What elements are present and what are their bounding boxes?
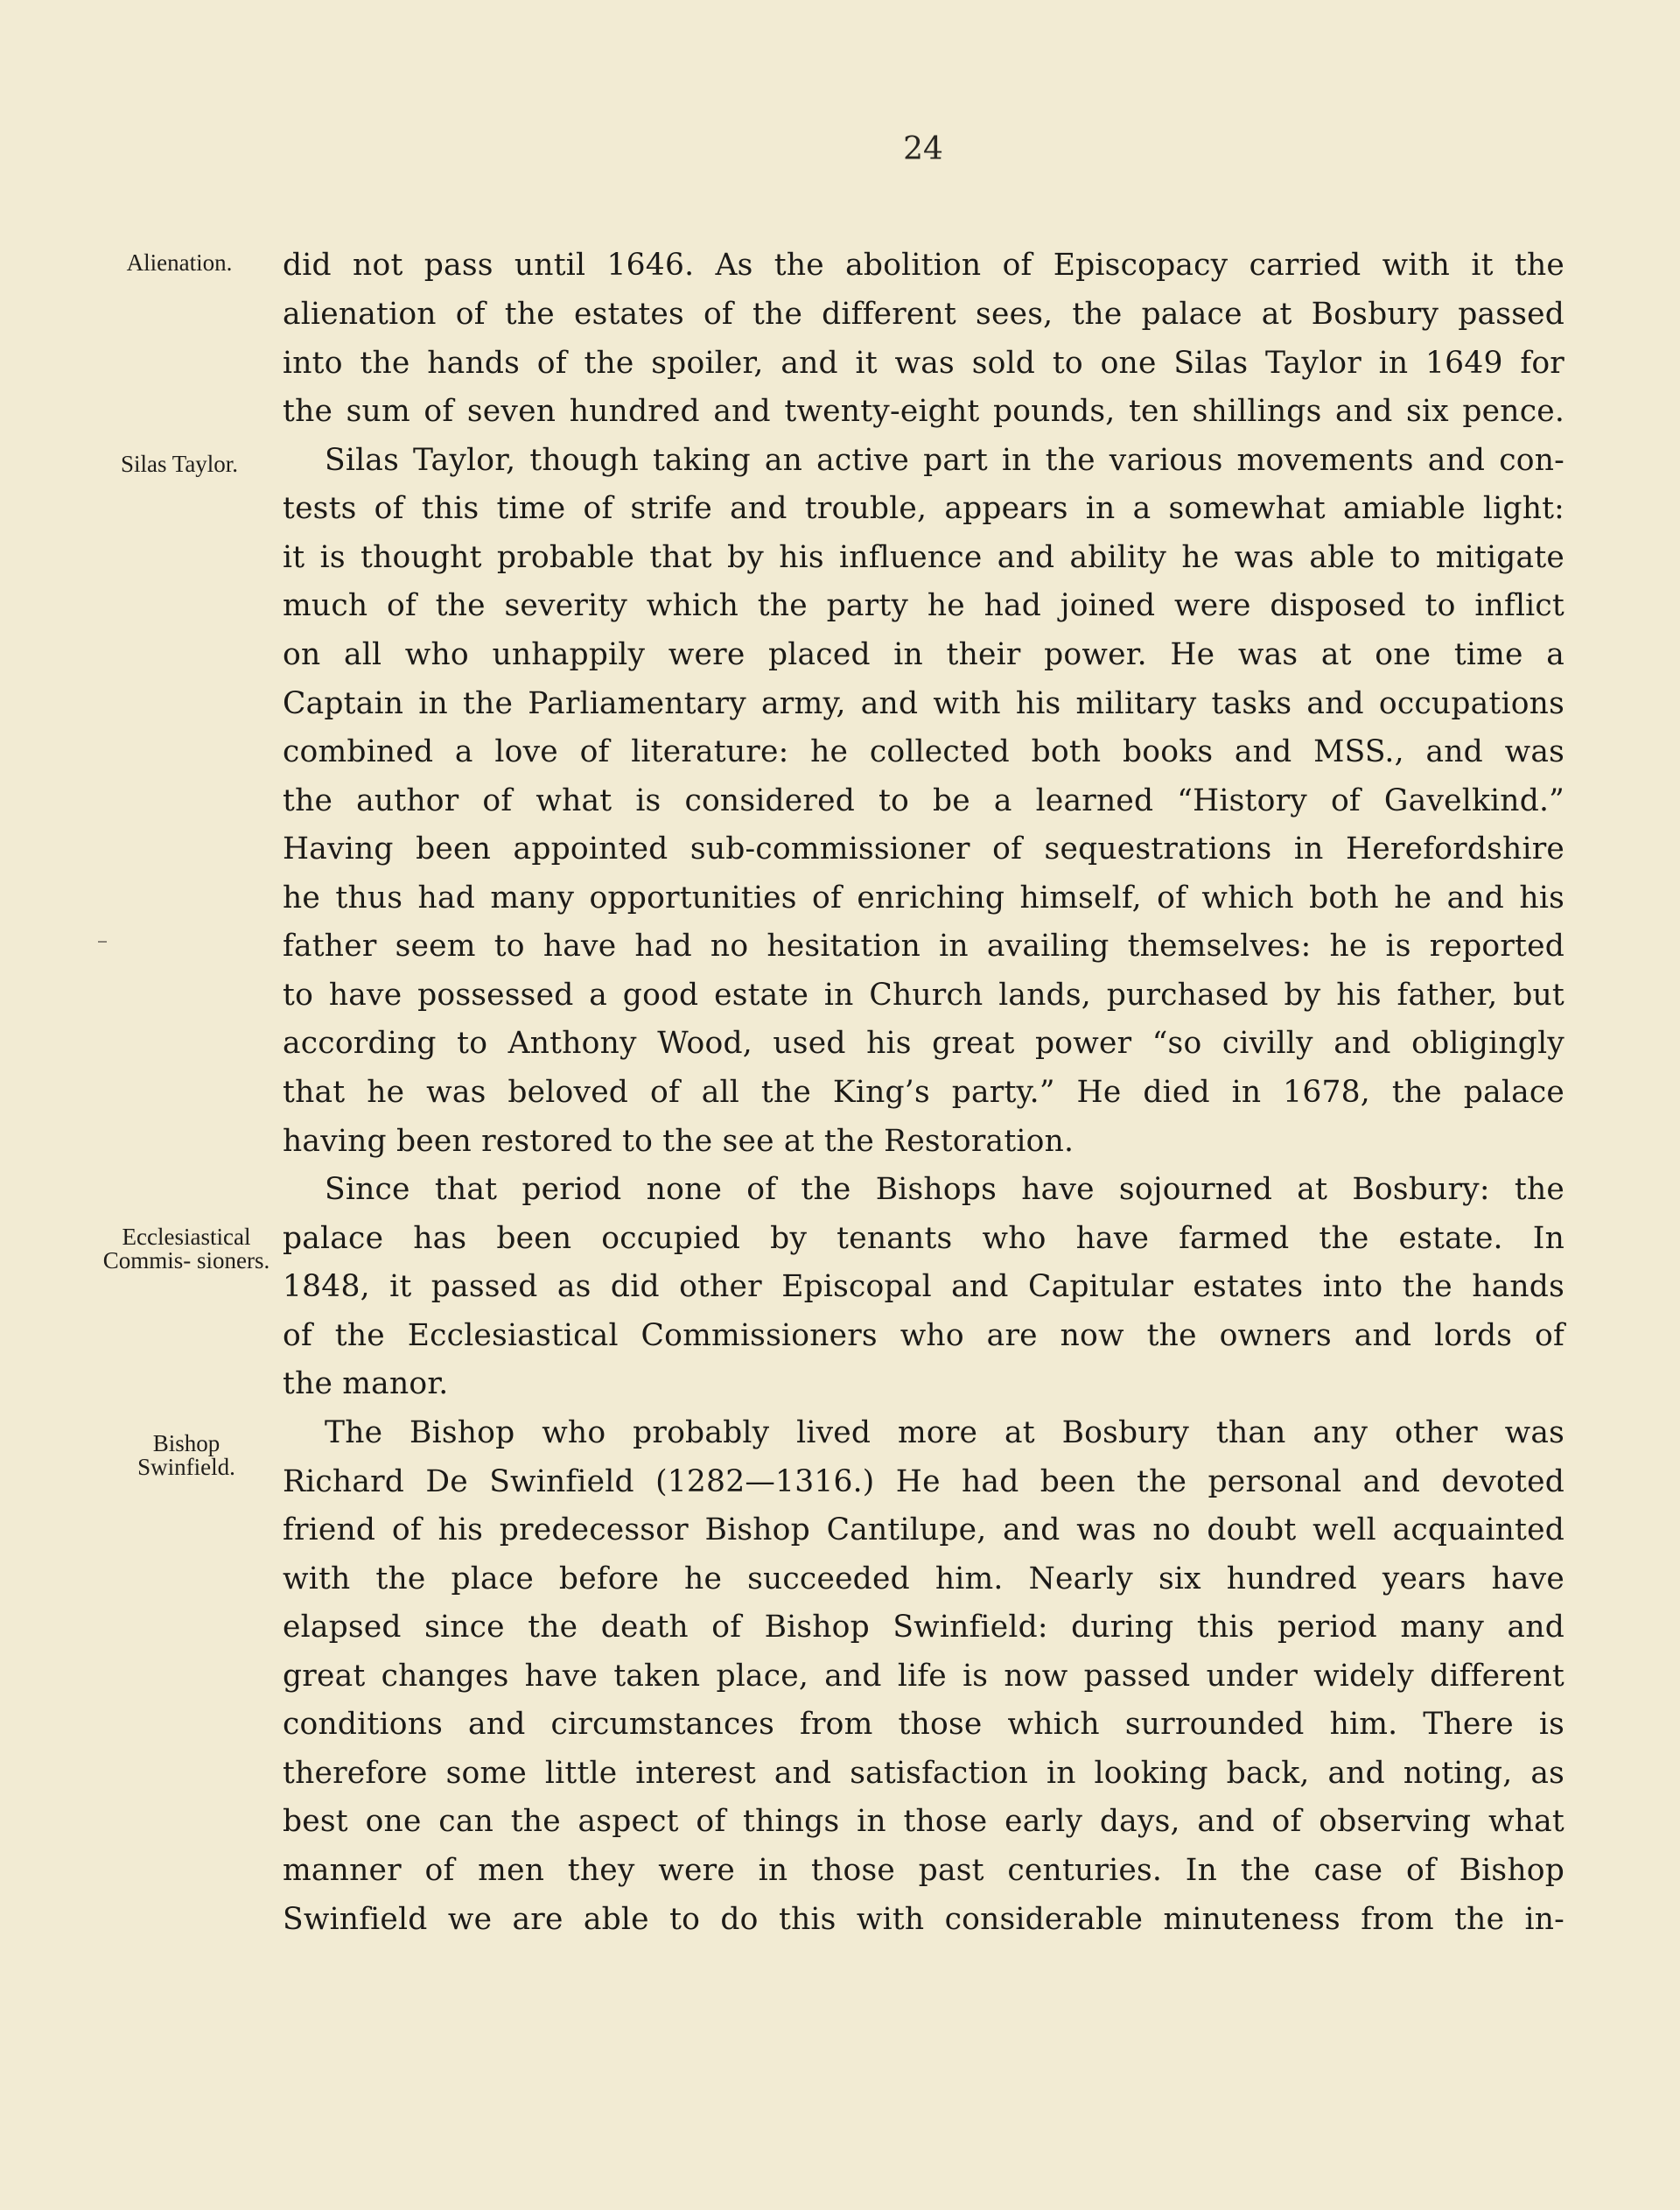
text-line: combined a love of literature: he collected both books and MSS., and was bbox=[283, 734, 1564, 769]
text-line: great changes have taken place, and life is now passed under widely different bbox=[283, 1659, 1564, 1694]
page-number: 24 bbox=[903, 131, 943, 167]
text-line: of the Ecclesiastical Commissioners who are now the owners and lords of bbox=[283, 1318, 1564, 1353]
text-line: manner of men they were in those past centuries. In the case of Bishop bbox=[283, 1853, 1564, 1888]
text-line: Silas Taylor, though taking an active part in the various movements and con- bbox=[325, 443, 1564, 478]
text-line: father seem to have had no hesitation in availing themselves: he is reported bbox=[283, 929, 1564, 964]
text-line: therefore some little interest and satisfaction in looking back, and noting, as bbox=[283, 1756, 1564, 1791]
text-line: the author of what is considered to be a learned “History of Gavelkind.” bbox=[283, 783, 1564, 818]
text-line: friend of his predecessor Bishop Cantilupe, and was no doubt well acquainted bbox=[283, 1512, 1564, 1547]
text-line: The Bishop who probably lived more at Bosbury than any other was bbox=[325, 1415, 1564, 1450]
text-line: conditions and circumstances from those which surrounded him. There is bbox=[283, 1707, 1564, 1742]
text-line: 1848, it passed as did other Episcopal and Capitular estates into the hands bbox=[283, 1269, 1564, 1304]
text-line: best one can the aspect of things in those early days, and of observing what bbox=[283, 1804, 1564, 1839]
text-line: he thus had many opportunities of enriching himself, of which both he and his bbox=[283, 880, 1564, 916]
text-line: Since that period none of the Bishops have sojourned at Bosbury: the bbox=[325, 1172, 1564, 1207]
sidenote-alienation: Alienation. bbox=[126, 249, 233, 276]
text-line: that he was beloved of all the King’s party.” He died in 1678, the palace bbox=[283, 1075, 1564, 1110]
text-line: on all who unhappily were placed in their power. He was at one time a bbox=[283, 637, 1564, 672]
text-line: Captain in the Parliamentary army, and with his military tasks and occupations bbox=[283, 686, 1564, 721]
text-line: did not pass until 1646. As the abolition of Episcopacy carried with it the bbox=[283, 248, 1564, 283]
text-line: palace has been occupied by tenants who have farmed the estate. In bbox=[283, 1221, 1564, 1256]
text-line: with the place before he succeeded him. Nearly six hundred years have bbox=[283, 1561, 1564, 1596]
sidenote-ecclesiastical-commissioners: Ecclesiastical Commis- sioners. bbox=[102, 1224, 270, 1273]
text-line: the manor. bbox=[283, 1366, 449, 1401]
text-line: according to Anthony Wood, used his great power “so civilly and obligingly bbox=[283, 1026, 1564, 1061]
text-line: it is thought probable that by his influence and ability he was able to mitigate bbox=[283, 540, 1564, 575]
text-line: Richard De Swinfield (1282—1316.) He had been the personal and devoted bbox=[283, 1464, 1564, 1499]
text-line: alienation of the estates of the different sees, the palace at Bosbury passed bbox=[283, 297, 1564, 332]
text-line: into the hands of the spoiler, and it was sold to one Silas Taylor in 1649 for bbox=[283, 346, 1564, 381]
text-line: tests of this time of strife and trouble, appears in a somewhat amiable light: bbox=[283, 491, 1564, 526]
margin-dash-mark bbox=[98, 941, 107, 943]
text-line: having been restored to the see at the Restoration. bbox=[283, 1124, 1074, 1159]
text-line: the sum of seven hundred and twenty-eight pounds, ten shillings and six pence. bbox=[283, 394, 1564, 429]
sidenote-bishop-swinfield: Bishop Swinfield. bbox=[137, 1430, 235, 1480]
text-line: Swinfield we are able to do this with considerable minuteness from the in- bbox=[283, 1902, 1564, 1937]
text-line: much of the severity which the party he had joined were disposed to inflict bbox=[283, 588, 1564, 623]
text-line: to have possessed a good estate in Church lands, purchased by his father, but bbox=[283, 978, 1564, 1013]
sidenote-silas-taylor: Silas Taylor. bbox=[120, 451, 239, 477]
text-line: Having been appointed sub-commissioner of sequestrations in Herefordshire bbox=[283, 831, 1564, 866]
text-line: elapsed since the death of Bishop Swinfield: during this period many and bbox=[283, 1610, 1564, 1645]
